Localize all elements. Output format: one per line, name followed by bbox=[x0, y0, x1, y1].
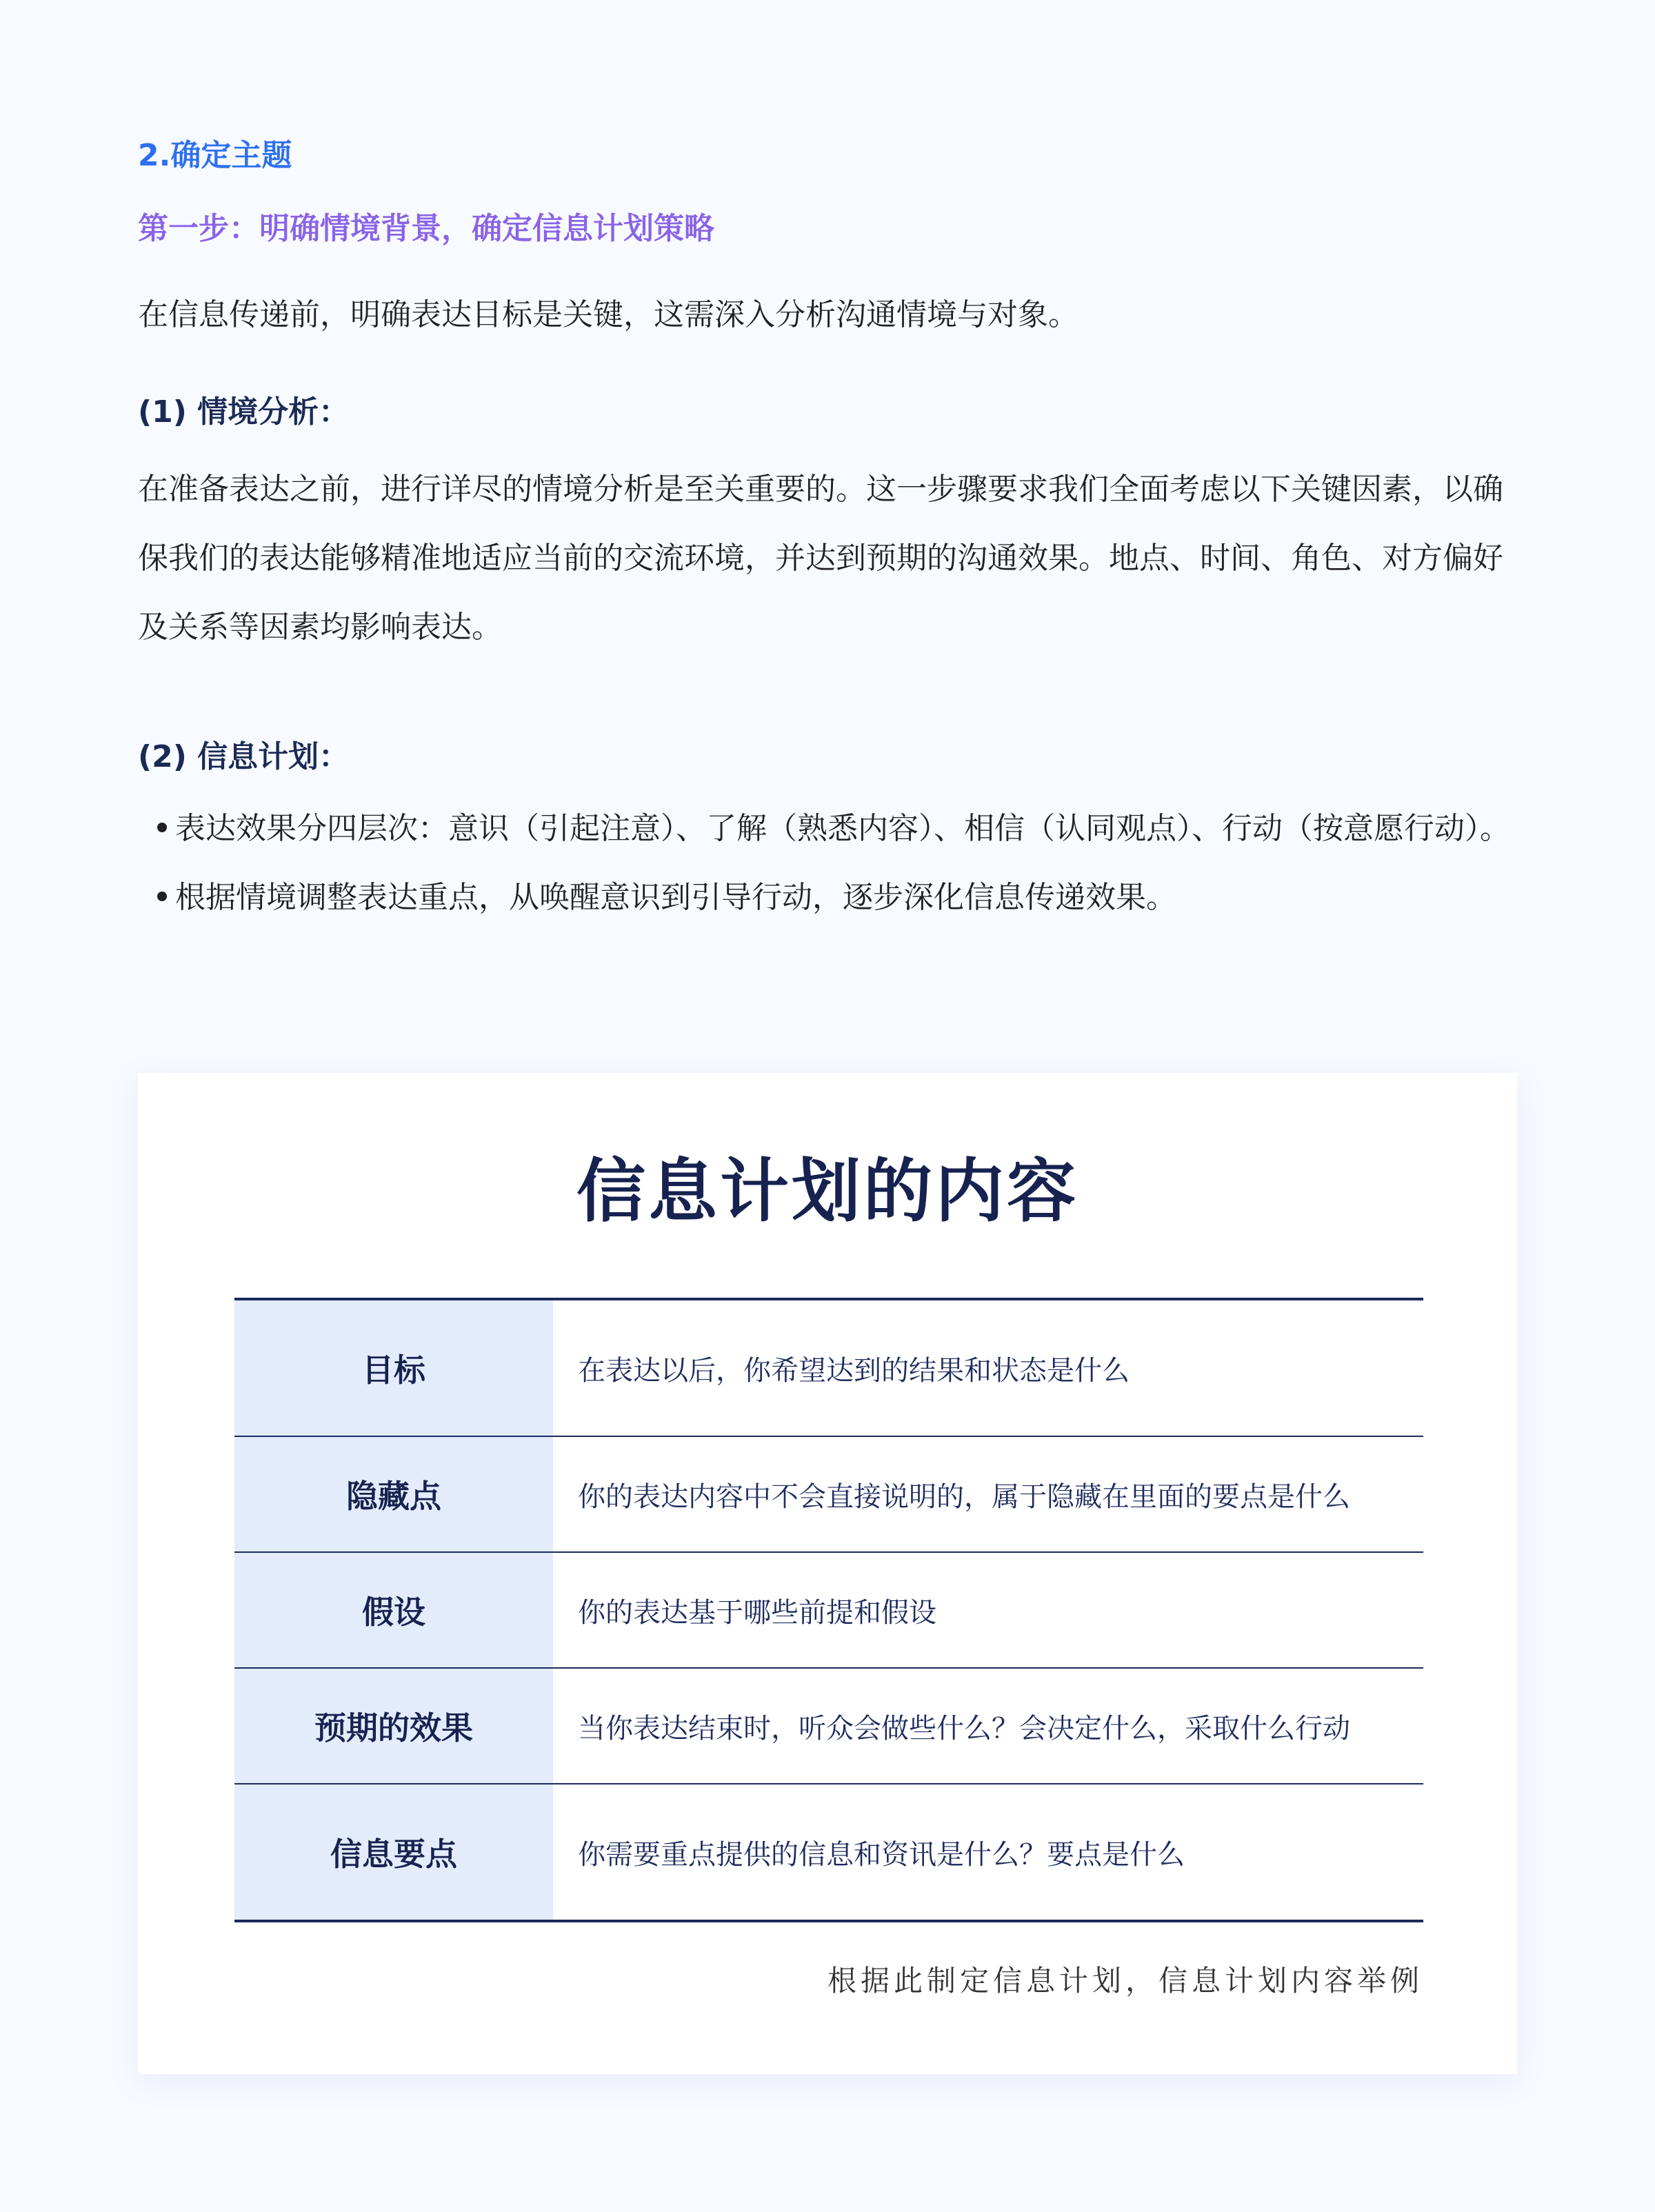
list-item bbox=[138, 794, 1524, 863]
list-item bbox=[138, 863, 1524, 932]
row-label: 目标 bbox=[234, 1300, 553, 1436]
bullet-text: 根据情境调整表达重点，从唤醒意识到引导行动，逐步深化信息传递效果。 bbox=[175, 880, 1176, 915]
table-row bbox=[234, 1300, 1423, 1437]
card-caption: 根据此制定信息计划，信息计划内容举例 bbox=[827, 1964, 1423, 1998]
row-description: 你的表达基于哪些前提和假设 bbox=[578, 1596, 936, 1629]
table-row bbox=[234, 1669, 1423, 1784]
table-row bbox=[234, 1437, 1423, 1553]
row-description: 你的表达内容中不会直接说明的，属于隐藏在里面的要点是什么 bbox=[578, 1480, 1350, 1513]
info-plan-card bbox=[138, 1073, 1517, 2074]
plan-heading: (2) 信息计划： bbox=[138, 739, 350, 774]
row-description: 在表达以后，你希望达到的结果和状态是什么 bbox=[578, 1354, 1130, 1387]
row-label: 预期的效果 bbox=[234, 1669, 553, 1783]
table-row bbox=[234, 1553, 1423, 1669]
situation-heading: (1) 情境分析： bbox=[138, 394, 350, 430]
table-row bbox=[234, 1784, 1423, 1920]
bullet-text: 表达效果分四层次：意识（引起注意）、了解（熟悉内容）、相信（认同观点）、行动（按意愿行动）。 bbox=[175, 811, 1510, 846]
intro-text: 在信息传递前，明确表达目标是关键，这需深入分析沟通情境与对象。 bbox=[138, 297, 1079, 332]
row-description: 当你表达结束时，听众会做些什么？会决定什么，采取什么行动 bbox=[578, 1712, 1350, 1745]
step-heading: 第一步：明确情境背景，确定信息计划策略 bbox=[138, 211, 714, 246]
bullet-icon bbox=[157, 892, 167, 901]
row-description: 你需要重点提供的信息和资讯是什么？要点是什么 bbox=[578, 1838, 1185, 1871]
bullet-icon bbox=[157, 823, 167, 832]
plan-bullet-list bbox=[138, 794, 1524, 932]
row-label: 信息要点 bbox=[234, 1784, 553, 1920]
row-label: 隐藏点 bbox=[234, 1437, 553, 1551]
plan-table bbox=[234, 1298, 1423, 1922]
situation-paragraph: 在准备表达之前，进行详尽的情境分析是至关重要的。这一步骤要求我们全面考虑以下关键因素，以确保我们的表达能够精准地适应当前的交流环境，并达到预期的沟通效果。地点、时间、角色、对方偏好及关系等因素均影响表达。 bbox=[138, 472, 1503, 645]
card-title: 信息计划的内容 bbox=[576, 1151, 1079, 1231]
section-heading: 2.确定主题 bbox=[138, 138, 292, 173]
row-label: 假设 bbox=[234, 1553, 553, 1667]
